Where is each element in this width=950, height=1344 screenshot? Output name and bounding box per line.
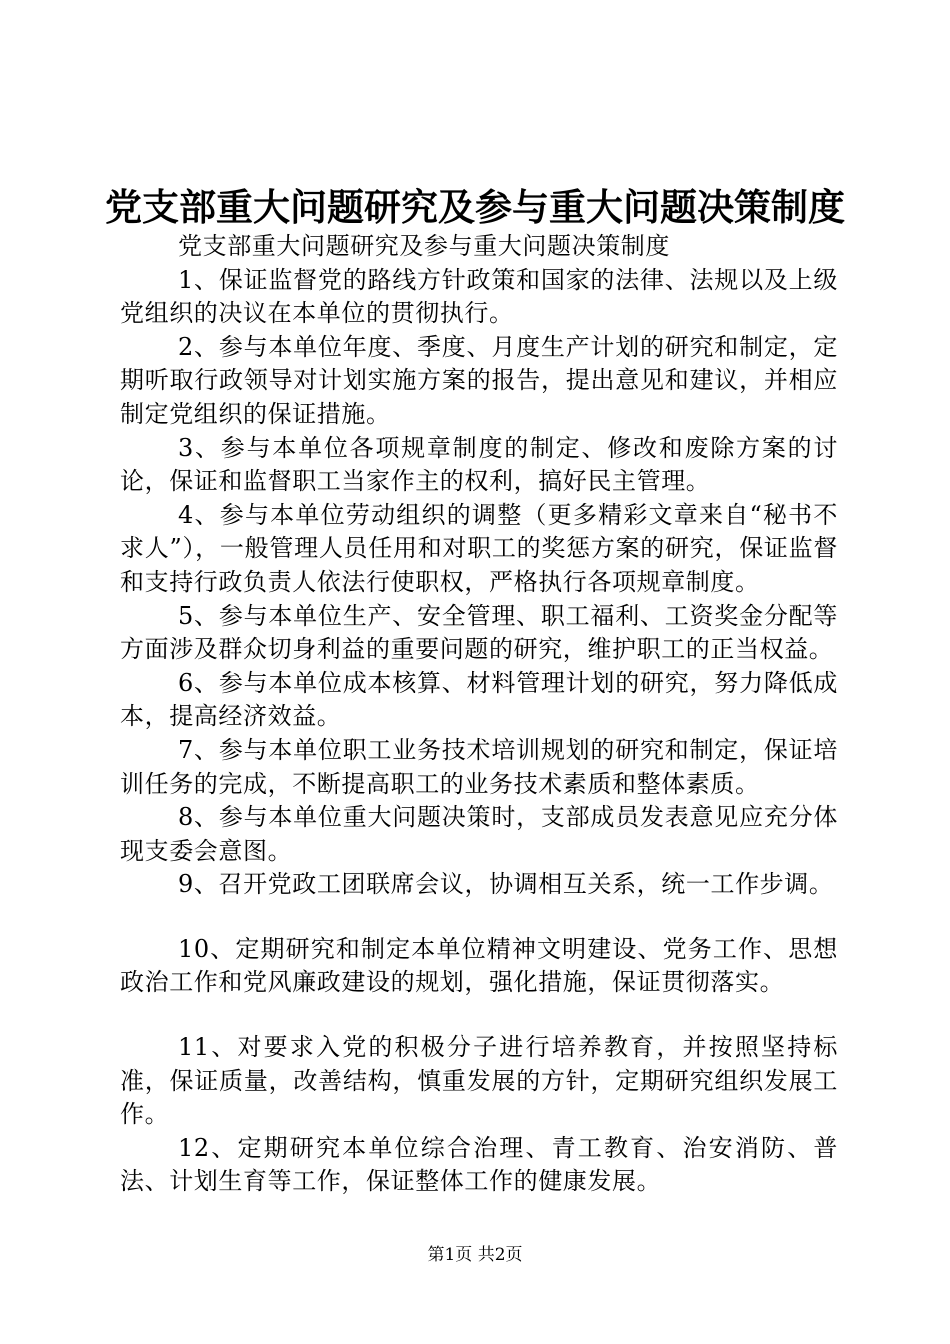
paragraph-2: 2、参与本单位年度、季度、月度生产计划的研究和制定，定期听取行政领导对计划实施方案的报告，提出意见和建议，并相应制定党组织的保证措施。 xyxy=(120,332,838,428)
document-body xyxy=(120,230,838,1199)
paragraph-8: 8、参与本单位重大问题决策时，支部成员发表意见应充分体现支委会意图。 xyxy=(120,803,838,865)
paragraph-6: 6、参与本单位成本核算、材料管理计划的研究，努力降低成本，提高经济效益。 xyxy=(120,668,838,731)
page-number-footer: 第1页 共2页 xyxy=(427,1245,523,1265)
paragraph-1: 1、保证监督党的路线方针政策和国家的法律、法规以及上级党组织的决议在本单位的贯彻执行。 xyxy=(120,265,838,328)
document-subtitle: 党支部重大问题研究及参与重大问题决策制度 xyxy=(178,232,670,260)
paragraph-4: 4、参与本单位劳动组织的调整（更多精彩文章来自“秘书不求人”），一般管理人员任用和对职工的奖惩方案的研究，保证监督和支持行政负责人依法行使职权，严格执行各项规章制度。 xyxy=(120,500,838,596)
document-title: 党支部重大问题研究及参与重大问题决策制度 xyxy=(105,185,845,229)
paragraph-5: 5、参与本单位生产、安全管理、职工福利、工资奖金分配等方面涉及群众切身利益的重要问题的研究，维护职工的正当权益。 xyxy=(120,601,838,664)
paragraph-7: 7、参与本单位职工业务技术培训规划的研究和制定，保证培训任务的完成，不断提高职工的业务技术素质和整体素质。 xyxy=(120,735,838,798)
paragraph-12: 12、定期研究本单位综合治理、青工教育、治安消防、普法、计划生育等工作，保证整体工作的健康发展。 xyxy=(120,1133,838,1196)
paragraph-11: 11、对要求入党的积极分子进行培养教育，并按照坚持标准，保证质量，改善结构，慎重发展的方针，定期研究组织发展工作。 xyxy=(120,1033,838,1129)
paragraph-9: 9、召开党政工团联席会议，协调相互关系，统一工作步调。 xyxy=(178,870,834,899)
paragraph-10: 10、定期研究和制定本单位精神文明建设、党务工作、思想政治工作和党风廉政建设的规划，强化措施，保证贯彻落实。 xyxy=(120,934,838,997)
paragraph-3: 3、参与本单位各项规章制度的制定、修改和废除方案的讨论，保证和监督职工当家作主的权利，搞好民主管理。 xyxy=(120,433,838,496)
